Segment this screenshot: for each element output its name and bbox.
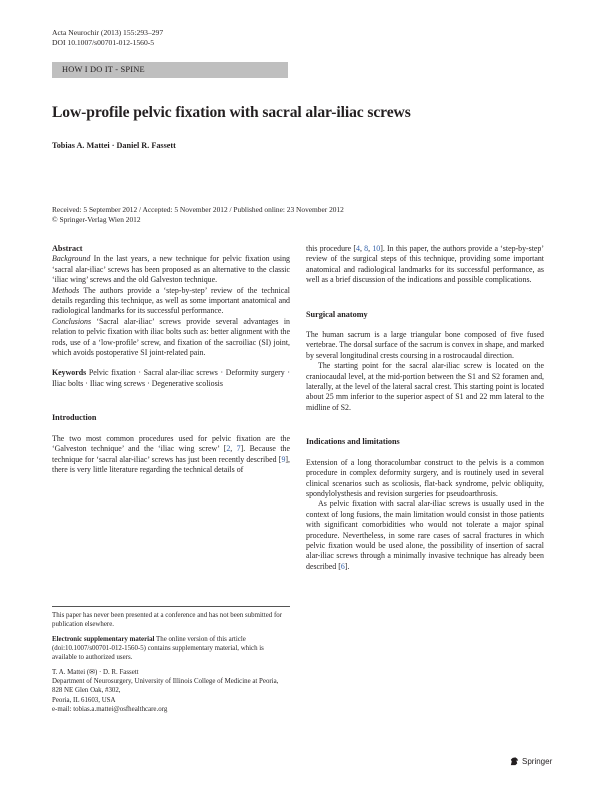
received-dates: Received: 5 September 2012 / Accepted: 5 November 2012 / Published online: 23 November 2012 [52,205,344,214]
intro-text-c: ]. Because the technique for ‘sacral alar-iliac’ screws has just been recently described [ [52,444,290,464]
publisher-name: Springer [522,757,553,766]
background-text: In the last years, a new technique for pelvic fixation using ‘sacral alar-iliac’ screws has been proposed as an alternative to the classic ‘iliac wing’ screws and the old Galveston technique. [52,254,290,285]
affiliation-authors: T. A. Mattei (✉) · D. R. Fassett [52,669,139,676]
affiliation-department: Department of Neurosurgery, University of Illinois College of Medicine at Peoria, 828 NE Glen Oak, #302, [52,678,279,695]
cont-text-a: this procedure [ [306,244,357,253]
keywords-text: Pelvic fixation · Sacral alar-iliac screws · Deformity surgery · Iliac bolts · Iliac wing screws · Degenerative scoliosis [52,368,290,388]
intro-text-d: ], there is very little literature regarding the technical details of [52,454,290,474]
intro-text-b: , [230,444,237,454]
author-list: Tobias A. Mattei · Daniel R. Fassett [52,141,176,150]
methods-label: Methods [52,285,80,295]
springer-horse-icon [509,756,520,767]
reference-link-10[interactable]: 10 [372,244,381,253]
introduction-heading: Introduction [52,413,97,423]
left-column [52,244,290,475]
cont-text-b: , [359,244,365,253]
abstract-heading: Abstract [52,244,83,253]
journal-header [52,28,163,48]
anatomy-paragraph-1: The human sacrum is a large triangular bone composed of five fused vertebrae. The dorsal surface of the sacrum is convex in shape, and marked by several longitudinal crests coursing in a rostrocaudal direction. [306,330,544,360]
publisher-logo [509,756,552,767]
copyright-line: © Springer-Verlag Wien 2012 [52,215,141,224]
abstract-conclusions [52,317,290,359]
reference-link-9[interactable]: 9 [281,454,286,464]
esm-label: Electronic supplementary material [52,636,155,643]
affiliation-email[interactable]: e-mail: tobias.a.mattei@osfhealthcare.org [52,705,168,713]
methods-text: The authors provide a ‘step-by-step’ review of the technical details regarding this technique, as well as some important anatomical and radiological landmarks for its successful performance. [52,285,290,316]
right-column [306,244,544,572]
footnote-presentation: This paper has never been presented at a conference and has not been submitted for publication elsewhere. [52,612,282,629]
introduction-paragraph [52,434,290,476]
reference-link-7[interactable]: 7 [236,444,241,454]
reference-link-2[interactable]: 2 [226,444,231,454]
journal-doi: DOI 10.1007/s00701-012-1560-5 [52,38,155,47]
reference-link-8[interactable]: 8 [364,244,369,253]
intro-continuation [306,244,544,286]
reference-link-6[interactable]: 6 [340,561,345,571]
cont-text-d: ]. In this paper, the authors provide a ‘step-by-step’ review of the surgical steps of this technique, providing some important anatomical and radiological landmarks for its successful performance, as well as a brief discussion of the indications and possible complications. [306,244,544,285]
conclusions-text: ‘Sacral alar-iliac’ screws provide several advantages in relation to pelvic fixation with iliac bolts such as: better alignment with the rods, use of a ‘low-profile’ screw, and fixation of the sacroiliac (SI) joint, which avoids postoperative SI joint-related pain. [52,316,290,358]
indications-heading: Indications and limitations [306,437,400,447]
abstract-methods [52,286,290,317]
footnote-divider [52,606,290,607]
abstract-background [52,254,290,285]
ind-text-b: ]. [344,561,350,571]
affiliation-city: Peoria, IL 61603, USA [52,696,116,704]
footnote-esm [52,635,290,663]
journal-citation: Acta Neurochir (2013) 155:293–297 [52,28,164,37]
cont-text-c: , [368,244,373,253]
keywords-label: Keywords [52,368,87,378]
keywords [52,368,290,389]
article-dates [52,205,344,225]
anatomy-heading: Surgical anatomy [306,309,368,319]
reference-link-4[interactable]: 4 [356,244,360,253]
ind-text-a: As pelvic fixation with sacral alar-iliac screws is usually used in the context of long fusions, the main limitation would consist in those patients with significant comorbidities who would not tolerate a major spinal procedure. Nevertheless, in some rare cases of sacral fractures in which pelvic fixation would be used alone, the possibility of insertion of sacral alar-iliac screws through a minimally invasive technique has already been described [ [306,499,544,571]
esm-text: The online version of this article (doi:10.1007/s00701-012-1560-5) contains supplementary material, which is available to authorized users. [52,636,264,662]
indications-paragraph-1: Extension of a long thoracolumbar construct to the pelvis is a common procedure in complex deformity surgery, and is routinely used in several clinical scenarios such as scoliosis, flat-back syndrome, pelvic obliquity, spondylolysthesis and revision surgeries for pseudoarthrosis. [306,457,544,498]
indications-paragraph-2 [306,499,544,572]
background-label: Background [52,254,91,264]
footnote-affiliation [52,668,290,714]
intro-text-a: The two most common procedures used for pelvic fixation are the ‘Galveston technique’ and the ‘iliac wing screw’ [ [52,433,290,454]
conclusions-label: Conclusions [52,316,92,326]
category-bar: HOW I DO IT - SPINE [52,62,288,78]
anatomy-paragraph-2: The starting point for the sacral alar-iliac screw is located on the craniocaudal level, at the mid-portion between the S1 and S2 foramen and, laterally, at the level of the lateral sacral crest. This starting point is located about 25 mm inferior to the superior aspect of S1 and 22 mm lateral to the midline of S2. [306,361,544,412]
article-title: Low-profile pelvic fixation with sacral alar-iliac screws [52,104,411,121]
